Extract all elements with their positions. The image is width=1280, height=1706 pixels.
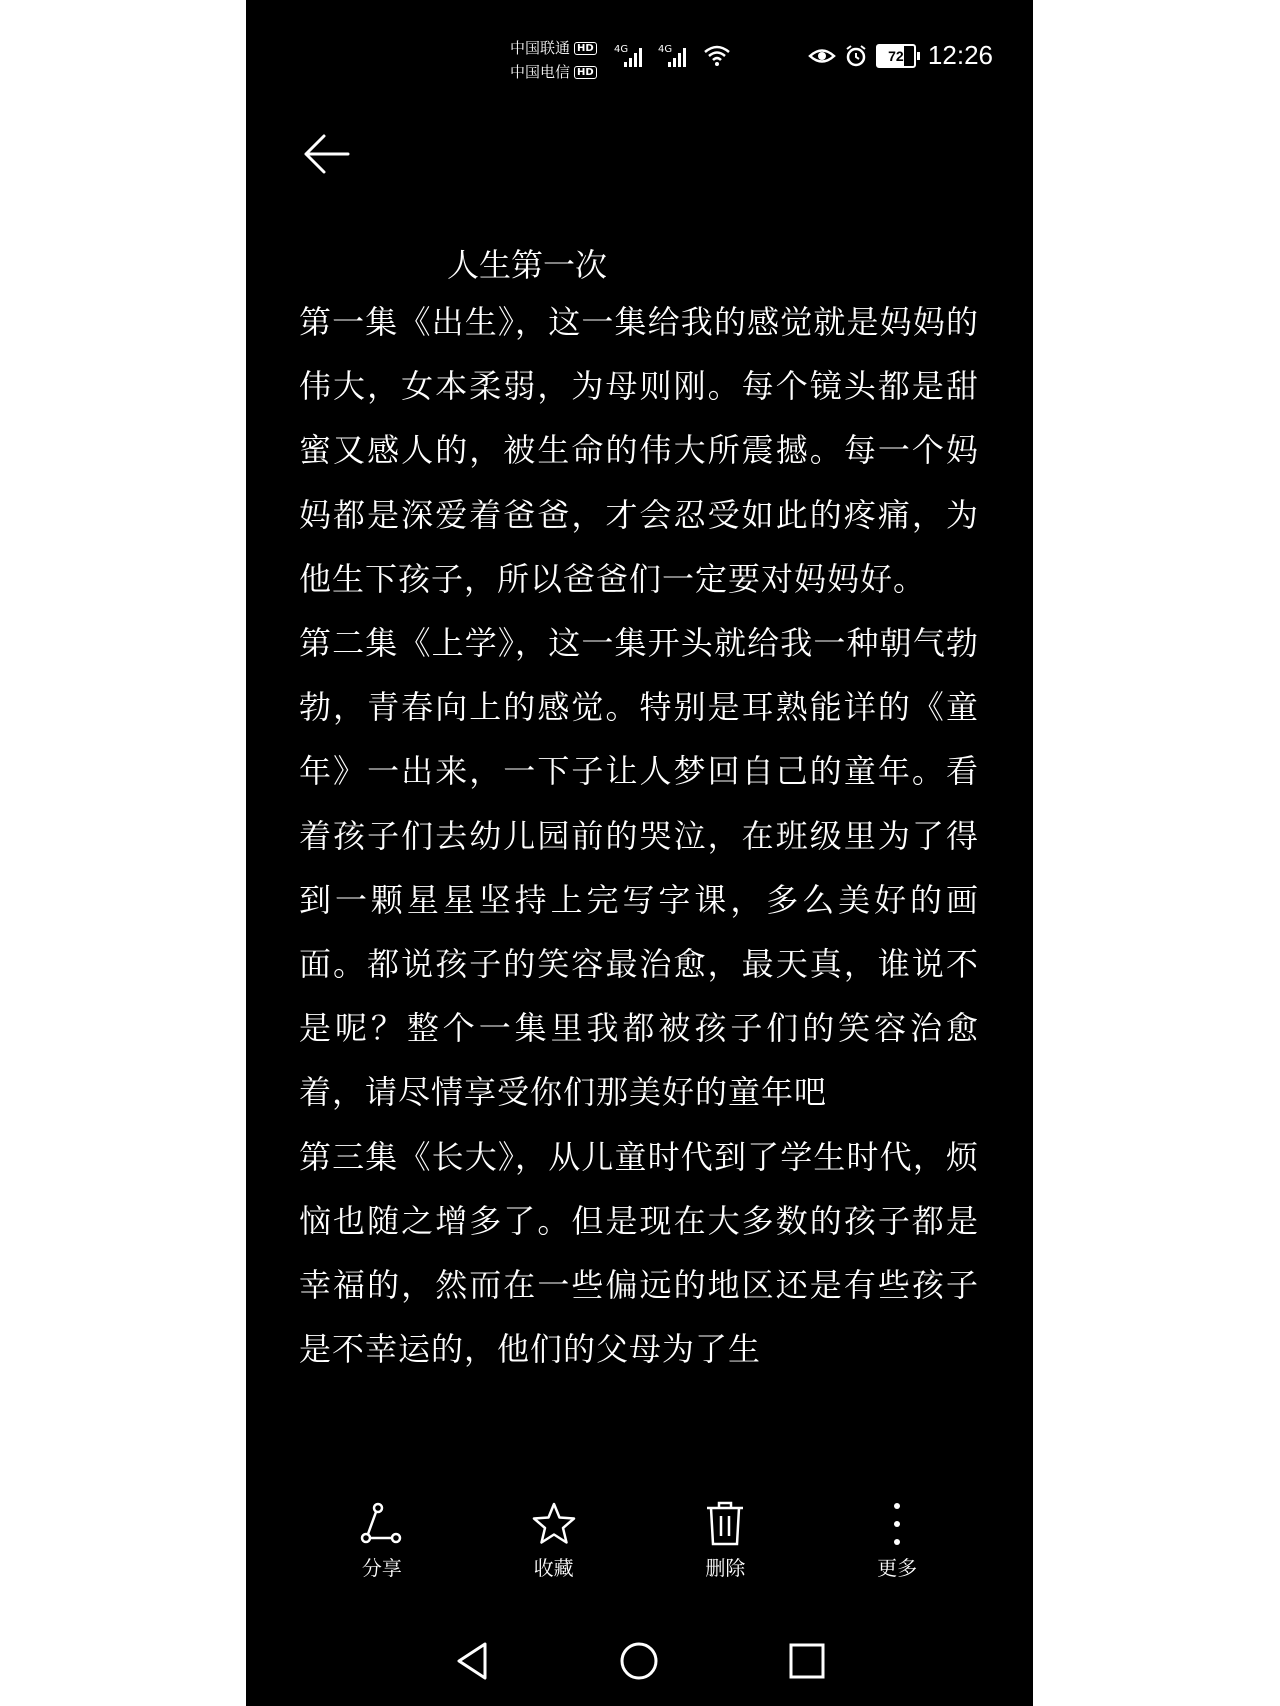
network-type-label: 4G bbox=[658, 44, 673, 55]
favorite-button[interactable] bbox=[504, 1500, 604, 1610]
share-icon bbox=[358, 1500, 406, 1548]
signal-icon bbox=[614, 42, 648, 68]
back-arrow-icon bbox=[298, 126, 354, 182]
signal-icon bbox=[658, 42, 692, 68]
favorite-label: 收藏 bbox=[533, 1556, 574, 1580]
battery-level: 72 bbox=[876, 44, 916, 68]
bottom-action-bar bbox=[246, 1500, 1033, 1610]
paragraph: 第一集《出生》，这一集给我的感觉就是妈妈的伟大，女本柔弱，为母则刚。每个镜头都是甜蜜又感人的，被生命的伟大所震撼。每一个妈妈都是深爱着爸爸，才会忍受如此的疼痛，为他生下孩子，所以爸爸们一定要对妈妈好。 bbox=[299, 303, 979, 598]
system-nav-bar bbox=[246, 1630, 1033, 1700]
delete-label: 删除 bbox=[705, 1556, 746, 1580]
battery-icon bbox=[876, 44, 920, 68]
more-label: 更多 bbox=[877, 1556, 918, 1580]
hd-badge: HD bbox=[574, 66, 597, 79]
alarm-icon bbox=[844, 44, 868, 68]
nav-home-icon[interactable] bbox=[618, 1640, 660, 1682]
back-button[interactable] bbox=[298, 126, 354, 182]
share-button[interactable] bbox=[332, 1500, 432, 1610]
share-label: 分享 bbox=[361, 1556, 402, 1580]
wifi-icon bbox=[702, 42, 732, 68]
nav-recents-icon[interactable] bbox=[786, 1640, 828, 1682]
hd-badge: HD bbox=[574, 42, 597, 55]
status-right bbox=[808, 40, 993, 71]
carrier-info bbox=[510, 36, 597, 84]
carrier-1-name: 中国联通 bbox=[510, 39, 571, 57]
star-icon bbox=[530, 1500, 578, 1548]
signal-indicators bbox=[614, 42, 732, 68]
phone-screen bbox=[246, 0, 1033, 1706]
status-bar bbox=[246, 0, 1033, 110]
article-title: 人生第一次 bbox=[447, 246, 608, 284]
nav-back-icon[interactable] bbox=[453, 1640, 495, 1682]
trash-icon bbox=[701, 1500, 749, 1548]
carrier-2-name: 中国电信 bbox=[510, 63, 571, 81]
more-vertical-icon bbox=[873, 1500, 921, 1548]
eye-icon bbox=[808, 46, 836, 66]
article-body bbox=[299, 240, 979, 1494]
paragraph: 第二集《上学》，这一集开头就给我一种朝气勃勃，青春向上的感觉。特别是耳熟能详的《童年》一出来，一下子让人梦回自己的童年。看着孩子们去幼儿园前的哭泣，在班级里为了得到一颗星星坚持上完写字课，多么美好的画面。都说孩子的笑容最治愈，最天真，谁说不是呢？整个一集里我都被孩子们的笑容治愈着，请尽情享受你们那美好的童年吧 bbox=[299, 624, 979, 1112]
network-type-label: 4G bbox=[614, 44, 629, 55]
clock: 12:26 bbox=[927, 40, 993, 70]
delete-button[interactable] bbox=[675, 1500, 775, 1610]
article-text bbox=[299, 290, 979, 1381]
paragraph: 第三集《长大》，从儿童时代到了学生时代，烦恼也随之增多了。但是现在大多数的孩子都是幸福的，然而在一些偏远的地区还是有些孩子是不幸运的，他们的父母为了生 bbox=[299, 1137, 979, 1369]
more-button[interactable] bbox=[847, 1500, 947, 1610]
